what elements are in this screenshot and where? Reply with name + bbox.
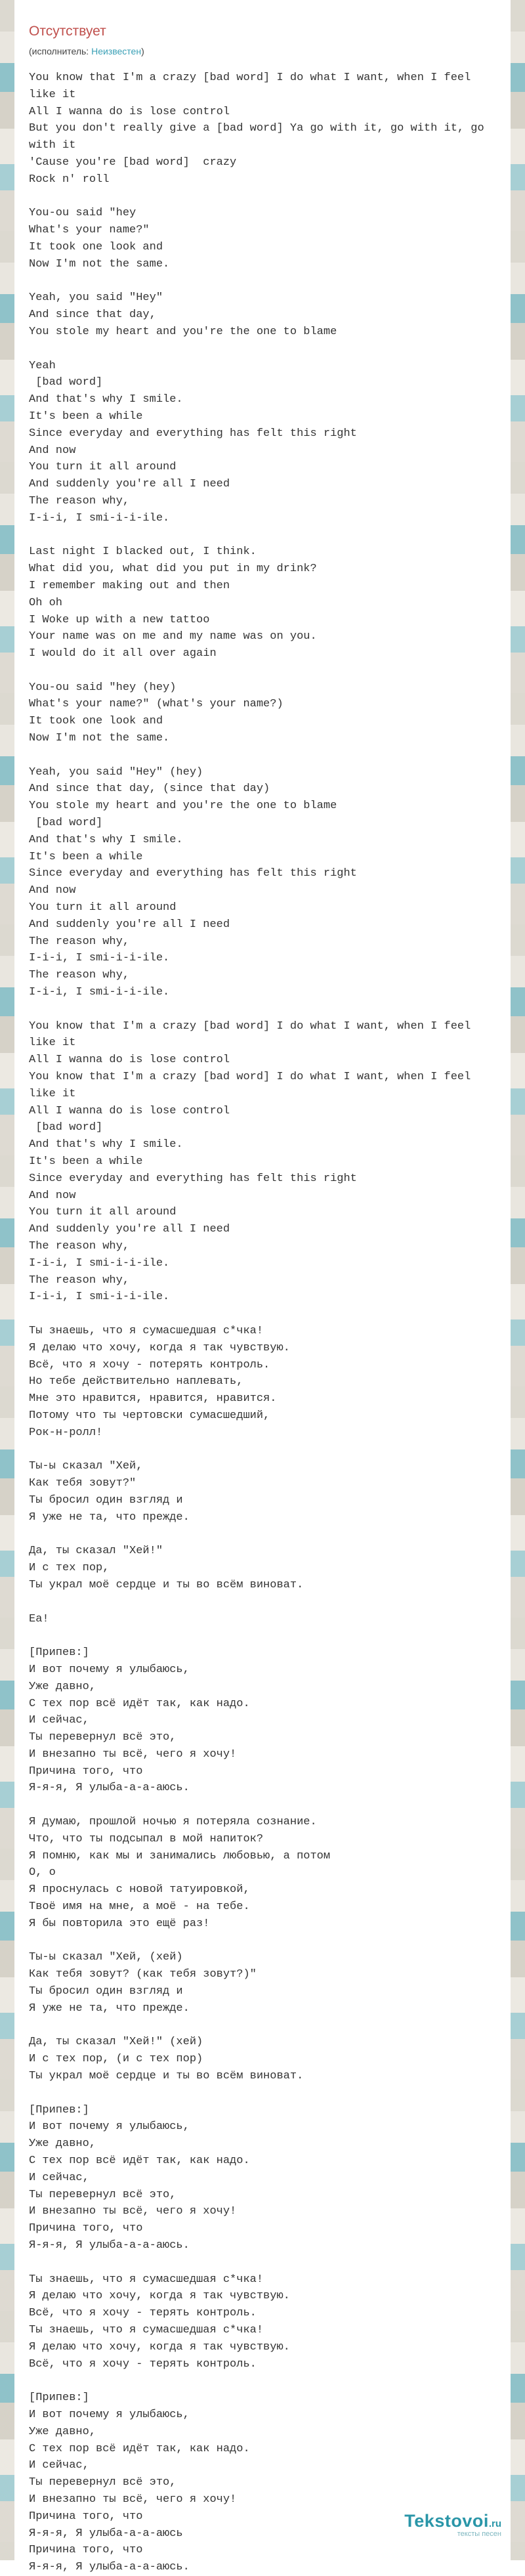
site-logo[interactable]: [404, 2511, 501, 2538]
artist-line: [29, 46, 144, 56]
logo-wordmark: Tekstovoi: [404, 2511, 489, 2531]
artist-link[interactable]: Неизвестен: [91, 46, 142, 56]
artist-prefix: (исполнитель:: [29, 46, 92, 56]
logo-tagline: тексты песен: [457, 2530, 501, 2538]
decorative-stripe-right: [511, 0, 525, 2560]
song-title: Отсутствует: [29, 24, 106, 39]
lyrics-page: [14, 0, 511, 2574]
logo-tld: .ru: [488, 2518, 501, 2529]
lyrics-text: You know that I'm a crazy [bad word] I do what I want, when I feel like it All I wanna do is lose control But you don't really give a [bad word] Ya go with it, go with it, go with it 'Cause you're [bad word] crazy Rock n' roll You-ou said "hey What's your name?" It took one look and Now I'm not the same. Yeah, you said "Hey" And since that day, You stole my heart and you're the one to blame Yeah [bad word] And that's why I smile. It's been a while Since everyday and everything has felt this right And now You turn it all around And suddenly you're all I need The reason why, I-i-i, I smi-i-i-ile. Last night I blacked out, I think. What did you, what did you put in my drink? I remember making out and then Oh oh I Woke up with a new tattoo Your name was on me and my name was on you. I would do it all over again You-ou said "hey (hey) What's your name?" (what's your name?) It took one look and Now I'm not the same. Yeah, you said "Hey" (hey) And since that day, (since that day) You stole my heart and you're the one to blame [bad word] And that's why I smile. It's been a while Since everyday and everything has felt this right And now You turn it all around And suddenly you're all I need The reason why, I-i-i, I smi-i-i-ile. The reason why, I-i-i, I smi-i-i-ile. You know that I'm a crazy [bad word] I do what I want, when I feel like it All I wanna do is lose control You know that I'm a crazy [bad word] I do what I want, when I feel like it All I wanna do is lose control [bad word] And that's why I smile. It's been a while Since everyday and everything has felt this right And now You turn it all around And suddenly you're all I need The reason why, I-i-i, I smi-i-i-ile. The reason why, I-i-i, I smi-i-i-ile. Ты знаешь, что я сумасшедшая с*чка! Я делаю что хочу, когда я так чувствую. Всё, что я хочу - потерять контроль. Но тебе действительно наплевать, Мне это нравится, нравится, нравится. Потому что ты чертовски сумасшедший, Рок-н-ролл! Ты-ы сказал "Хей, Как тебя зовут?" Ты бросил один взгляд и Я уже не та, что прежде. Да, ты сказал "Хей!" И с тех пор, Ты украл моё сердце и ты во всём виноват. Еа! [Припев:] И вот почему я улыбаюсь, Уже давно, С тех пор всё идёт так, как надо. И сейчас, Ты перевернул всё это, И внезапно ты всё, чего я хочу! Причина того, что Я-я-я, Я улыба-а-а-аюсь. Я думаю, прошлой ночью я потеряла сознание. Что, что ты подсыпал в мой напиток? Я помню, как мы и занимались любовью, а потом О, о Я проснулась с новой татуировкой, Твоё имя на мне, а моё - на тебе. Я бы повторила это ещё раз! Ты-ы сказал "Хей, (хей) Как тебя зовут? (как тебя зовут?)" Ты бросил один взгляд и Я уже не та, что прежде. Да, ты сказал "Хей!" (хей) И с тех пор, (и с тех пор) Ты украл моё сердце и ты во всём виноват. [Припев:] И вот почему я улыбаюсь, Уже давно, С тех пор всё идёт так, как надо. И сейчас, Ты перевернул всё это, И внезапно ты всё, чего я хочу! Причина того, что Я-я-я, Я улыба-а-а-аюсь. Ты знаешь, что я сумасшедшая с*чка! Я делаю что хочу, когда я так чувствую. Всё, что я хочу - терять контроль. Ты знаешь, что я сумасшедшая с*чка! Я делаю что хочу, когда я так чувствую. Всё, что я хочу - терять контроль. [Припев:] И вот почему я улыбаюсь, Уже давно, С тех пор всё идёт так, как надо. И сейчас, Ты перевернул всё это, И внезапно ты всё, чего я хочу! Причина того, что Я-я-я, Я улыба-а-а-аюсь Причина того, что Я-я-я, Я улыба-а-а-аюсь.: [29, 72, 484, 2574]
artist-suffix: ): [141, 46, 144, 56]
decorative-stripe-left: [0, 0, 14, 2560]
